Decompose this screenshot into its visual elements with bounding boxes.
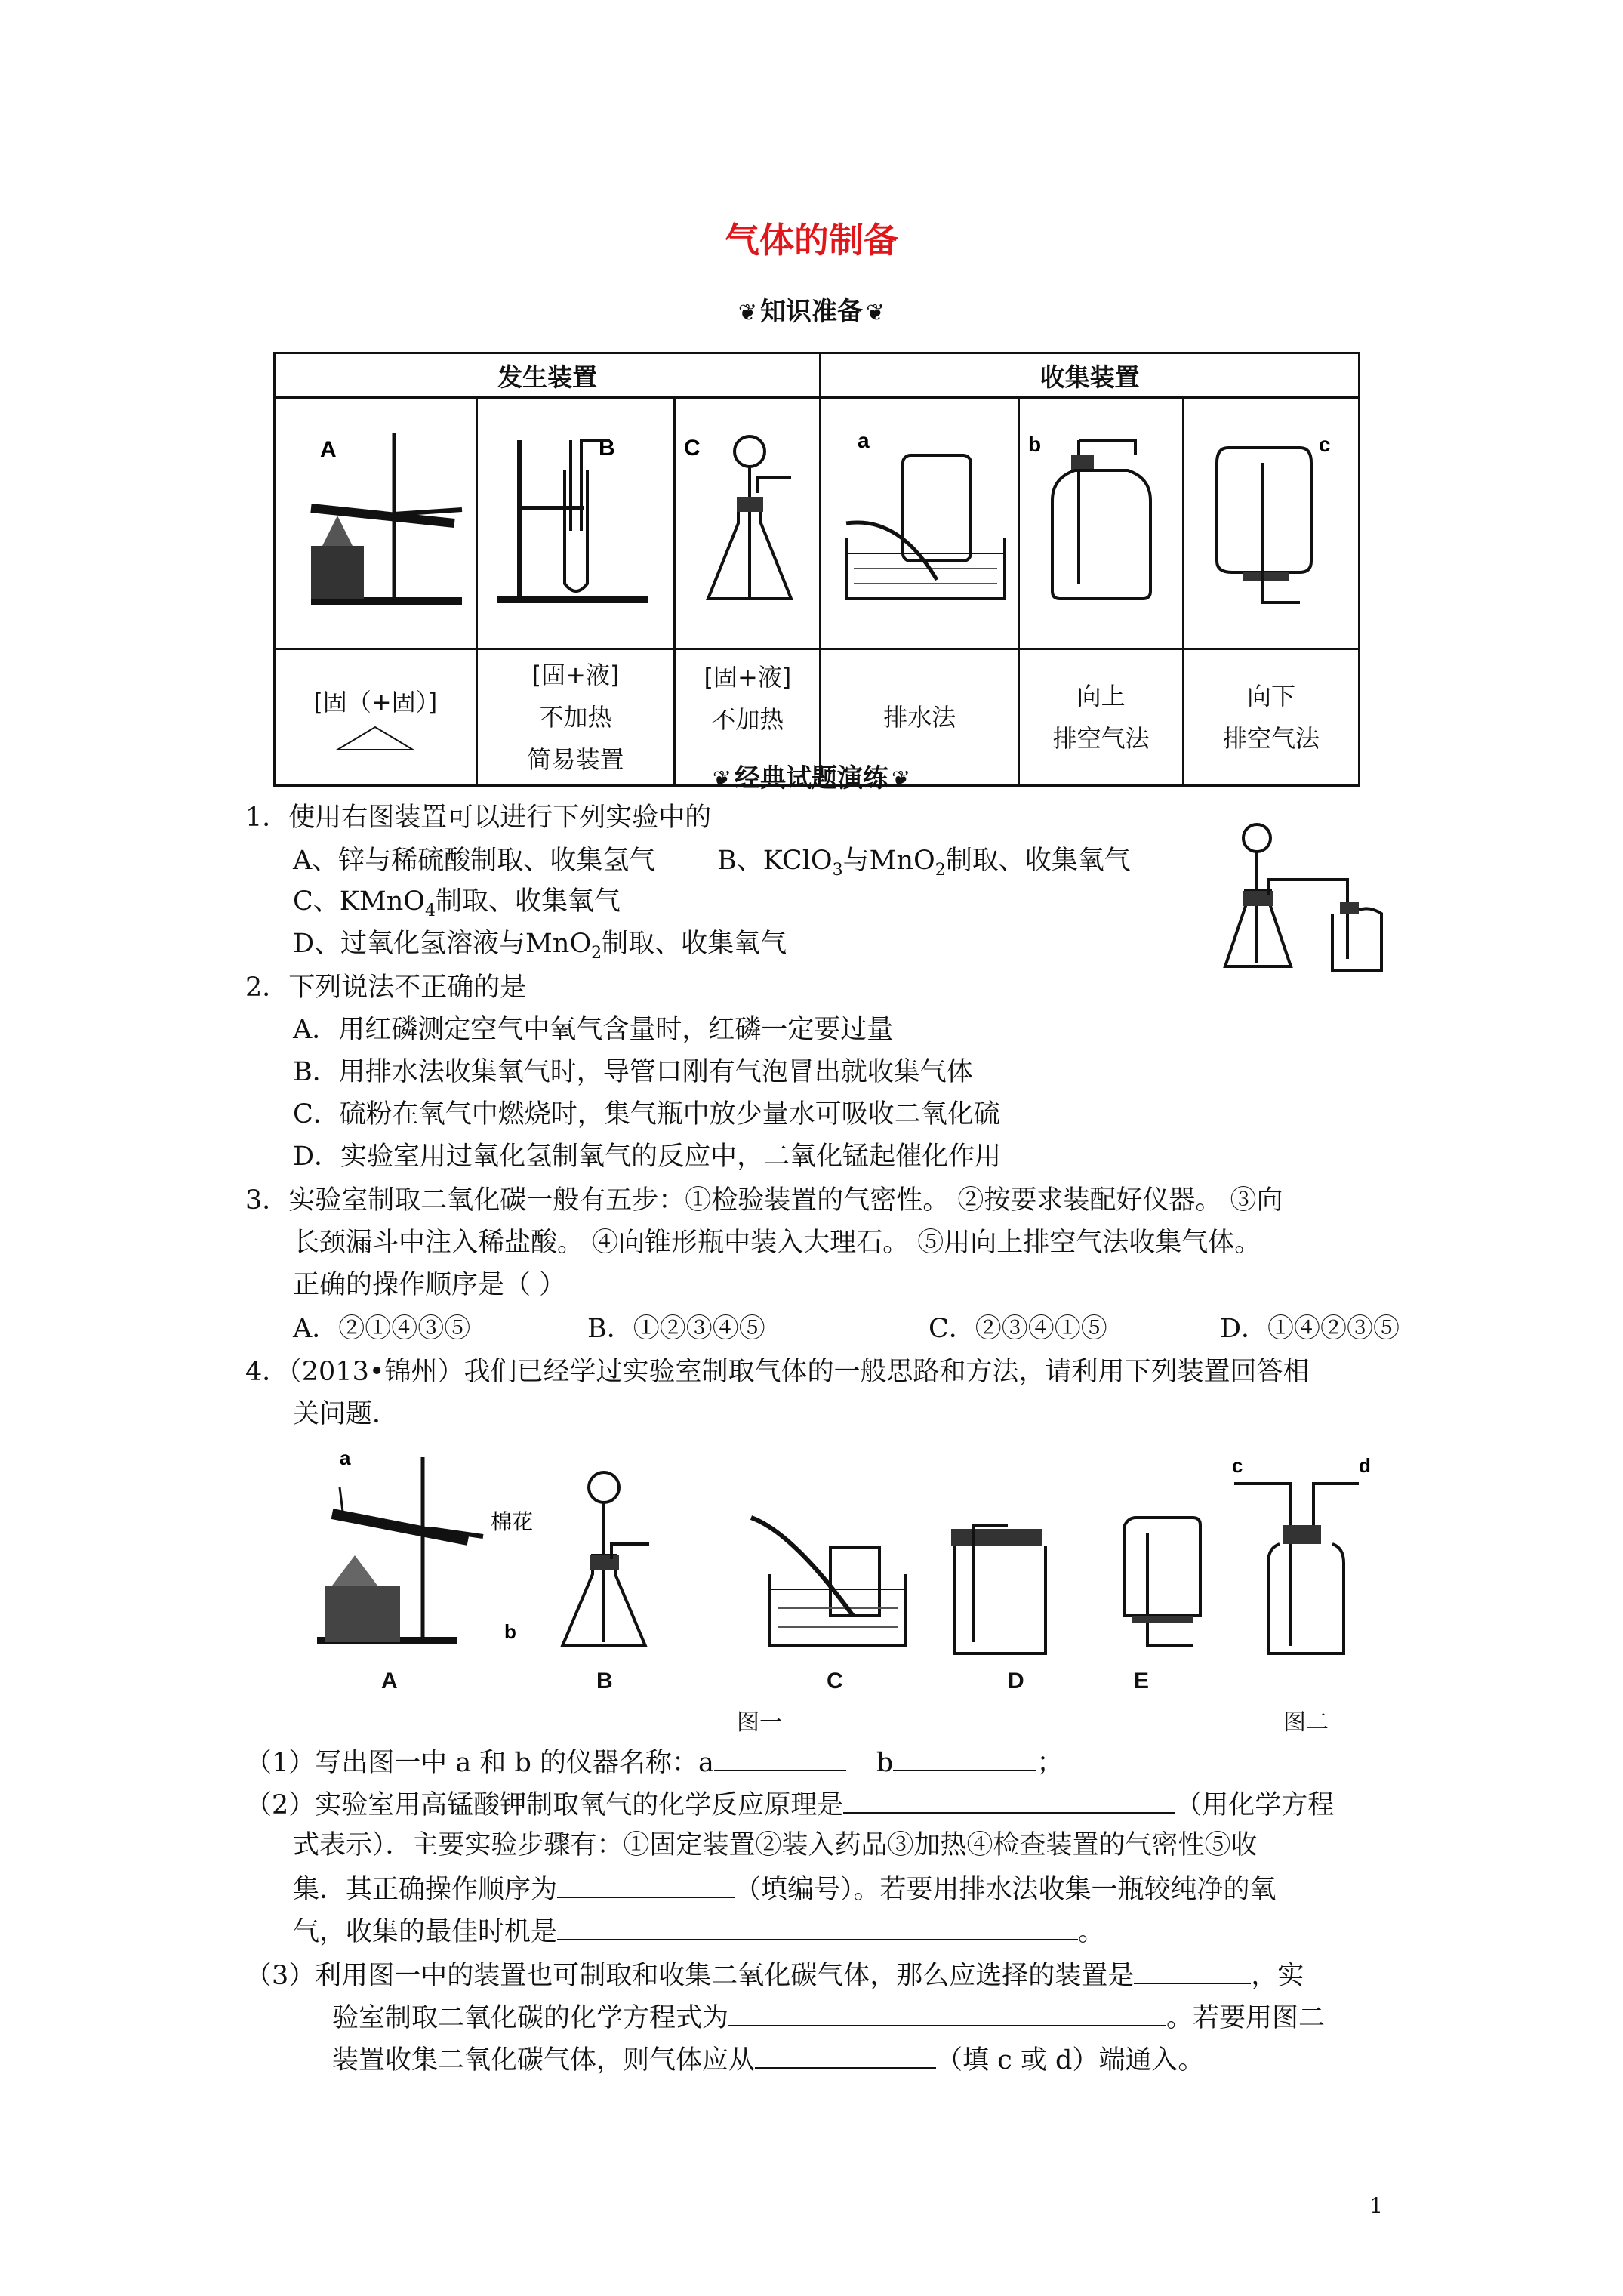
flask-apparatus-icon (678, 410, 818, 636)
q4-part1: （1）写出图一中 a 和 b 的仪器名称：a b ； (245, 1746, 1063, 1778)
label-c: [固+液] 不加热 (675, 649, 821, 786)
collector-c-cell (1184, 398, 1360, 649)
upward-air-icon (1022, 410, 1181, 636)
q1-option-b: B、KClO$_3$与MnO$_2$制取、收集氧气 (717, 846, 1131, 880)
answer-blank-co2-equation[interactable] (728, 2001, 1166, 2026)
heating-apparatus-icon (281, 410, 470, 636)
generator-header: 发生装置 (275, 353, 821, 398)
q4-apparatus-figure (310, 1442, 1404, 1714)
svg-text:棉花: 棉花 (491, 1509, 534, 1534)
q4-line2: 关问题． (293, 1399, 399, 1429)
q4-part2-line3: 集．其正确操作顺序为 （填编号）。若要用排水法收集一瓶较纯净的氧 (293, 1872, 1277, 1905)
apparatus-e (1125, 1518, 1200, 1646)
q1-option-d: D、过氧化氢溶液与MnO$_2$制取、收集氧气 (293, 929, 787, 963)
answer-blank-order[interactable] (557, 1872, 735, 1898)
collector-a-cell (821, 398, 1019, 649)
q3-option-b: B．①②③④⑤ (587, 1314, 765, 1344)
trophy-icon: ❦ (712, 766, 731, 793)
section-title: 经典试题演练 (735, 763, 888, 794)
collector-b-cell (1019, 398, 1184, 649)
fig-caption-2: 图二 (1283, 1709, 1329, 1736)
svg-text:c: c (1232, 1454, 1243, 1477)
svg-text:C: C (683, 436, 701, 461)
apparatus-b (504, 1472, 649, 1646)
label-b: [固+液] 不加热 简易装置 (476, 649, 675, 786)
apparatus-a (317, 1447, 533, 1644)
label-collect-a: 排水法 (821, 649, 1019, 786)
svg-text:B: B (598, 436, 615, 461)
trophy-icon: ❦ (866, 300, 885, 326)
q2-option-c: C．硫粉在氧气中燃烧时，集气瓶中放少量水可吸收二氧化硫 (293, 1099, 1000, 1130)
svg-text:b: b (504, 1620, 516, 1643)
q1-apparatus-figure (1219, 819, 1400, 982)
section-heading-prep (0, 291, 1623, 328)
q3-line1: 3．实验室制取二氧化碳一般有五步：①检验装置的气密性。 ②按要求装配好仪器。 ③向 (245, 1185, 1283, 1216)
label-a: [固（+固）] (275, 649, 477, 786)
answer-blank-equation[interactable] (843, 1788, 1175, 1814)
downward-air-icon (1187, 410, 1357, 636)
q2-option-b: B．用排水法收集氧气时，导管口刚有气泡冒出就收集气体 (293, 1057, 973, 1087)
apparatus-c (751, 1518, 906, 1646)
apparatus-d (951, 1525, 1046, 1653)
water-displacement-icon (824, 410, 1016, 636)
q3-option-a: A．②①④③⑤ (293, 1314, 471, 1344)
fig-label-b: B (596, 1669, 613, 1693)
fig-label-a: A (381, 1669, 398, 1693)
svg-text:a: a (340, 1447, 351, 1469)
svg-text:c: c (1318, 433, 1331, 456)
label-collect-b: 向上 排空气法 (1019, 649, 1184, 786)
q4-part2-line2: 式表示）．主要实验步骤有：①固定装置②装入药品③加热④检查装置的气密性⑤收 (293, 1830, 1258, 1860)
fig-label-d: D (1008, 1669, 1024, 1693)
svg-text:d: d (1359, 1454, 1371, 1477)
apparatus-a-cell (275, 398, 477, 649)
q4-part2-line1: （2）实验室用高锰酸钾制取氧气的化学反应原理是 （用化学方程 (245, 1788, 1334, 1820)
q2-option-a: A．用红磷测定空气中氧气含量时，红磷一定要过量 (293, 1015, 894, 1045)
q4-part3-line1: （3）利用图一中的装置也可制取和收集二氧化碳气体，那么应选择的装置是 ，实 (245, 1959, 1304, 1991)
q3-line2: 长颈漏斗中注入稀盐酸。 ④向锥形瓶中装入大理石。 ⑤用向上排空气法收集气体。 (293, 1228, 1261, 1258)
collector-header: 收集装置 (821, 353, 1360, 398)
q4-part3-line3: 装置收集二氧化碳气体，则气体应从 （填 c 或 d）端通入。 (332, 2043, 1204, 2076)
trophy-icon: ❦ (892, 766, 911, 793)
q3-line3: 正确的操作顺序是（ ） (293, 1270, 566, 1300)
q3-option-c: C．②③④①⑤ (929, 1314, 1107, 1344)
section-title: 知识准备 (760, 297, 863, 327)
svg-text:A: A (320, 437, 337, 462)
q2-stem: 2．下列说法不正确的是 (245, 972, 527, 1003)
answer-blank-timing[interactable] (557, 1915, 1078, 1940)
fig-caption-1: 图一 (737, 1709, 782, 1736)
q2-option-d: D．实验室用过氧化氢制氧气的反应中，二氧化锰起催化作用 (293, 1142, 1002, 1172)
q4-line1: 4．（2013•锦州）我们已经学过实验室制取气体的一般思路和方法，请利用下列装置回答相 (245, 1357, 1310, 1387)
q4-part3-line2: 验室制取二氧化碳的化学方程式为 。若要用图二 (332, 2001, 1325, 2033)
trophy-icon: ❦ (738, 300, 757, 326)
page-title: 气体的制备 (725, 220, 898, 260)
page-number: 1 (1369, 2193, 1383, 2218)
apparatus-c-cell (675, 398, 821, 649)
answer-blank-b[interactable] (893, 1746, 1036, 1771)
answer-blank-a[interactable] (714, 1746, 846, 1771)
heating-triangle-icon (334, 723, 417, 754)
answer-blank-port[interactable] (755, 2043, 936, 2069)
svg-text:b: b (1027, 433, 1041, 456)
apparatus-table (273, 352, 1360, 787)
section-heading-practice (0, 757, 1623, 794)
q1-option-a: A、锌与稀硫酸制取、收集氢气 (293, 846, 656, 876)
answer-blank-device[interactable] (1134, 1959, 1251, 1984)
apparatus-b-cell (476, 398, 675, 649)
q1-option-c: C、KMnO$_4$制取、收集氧气 (293, 886, 621, 920)
q4-part2-line4: 气，收集的最佳时机是 。 (293, 1915, 1104, 1947)
q3-option-d: D．①④②③⑤ (1220, 1314, 1400, 1344)
q1-stem: 1．使用右图装置可以进行下列实验中的 (245, 803, 712, 833)
fig-label-c: C (827, 1669, 843, 1693)
test-tube-apparatus-icon (482, 410, 670, 636)
apparatus-fig2 (1232, 1454, 1371, 1653)
fig-label-e: E (1134, 1669, 1150, 1693)
label-collect-c: 向下 排空气法 (1184, 649, 1360, 786)
svg-text:a: a (857, 429, 870, 452)
